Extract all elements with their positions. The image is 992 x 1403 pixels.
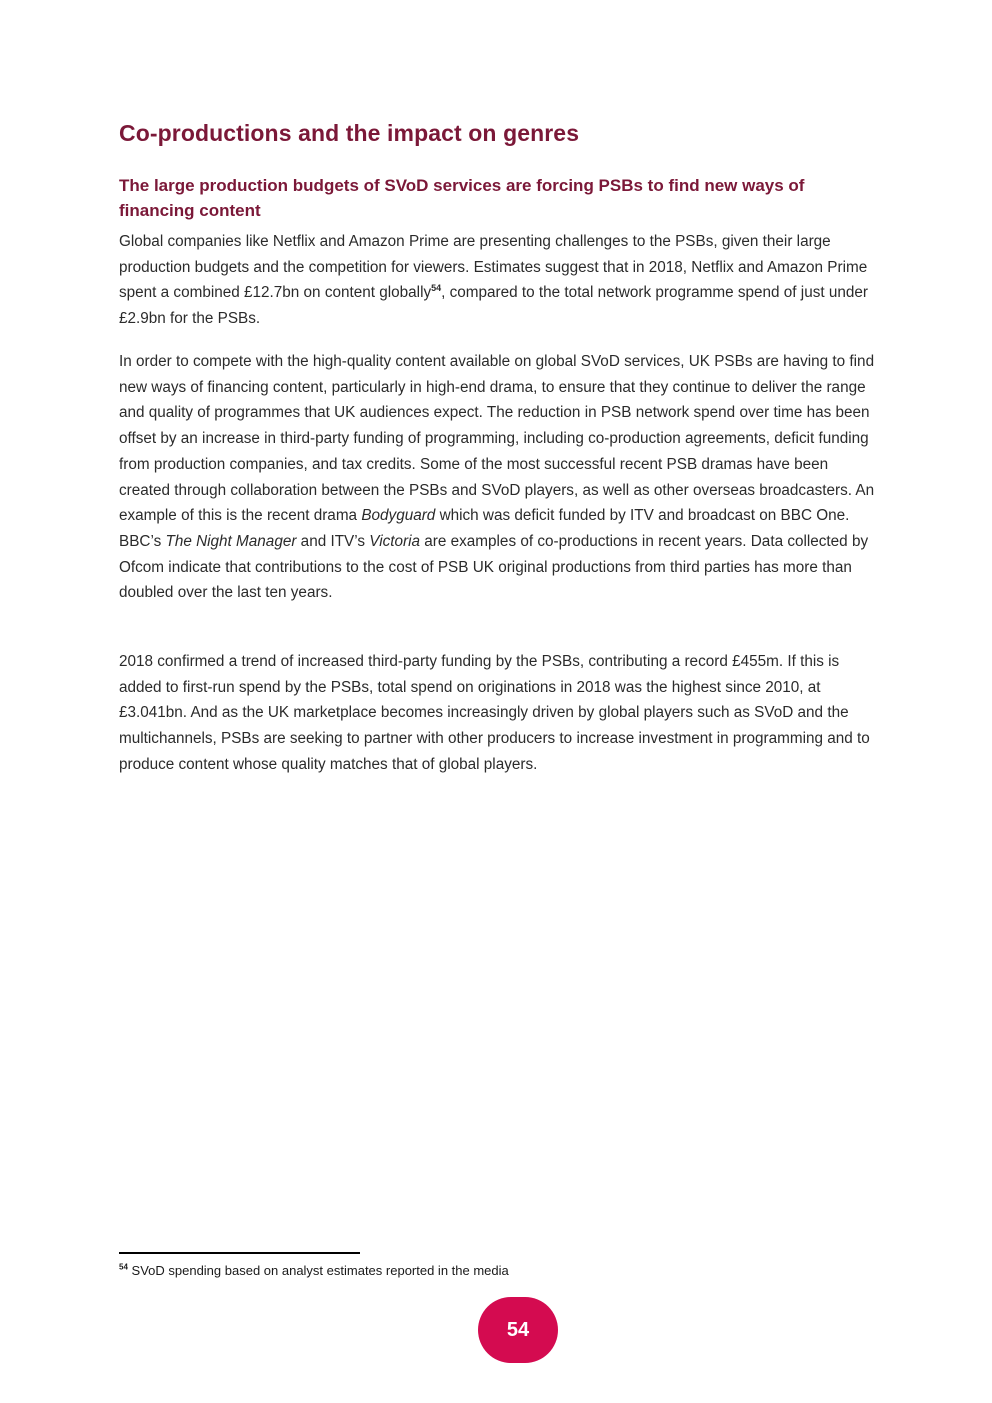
programme-title-bodyguard: Bodyguard (361, 507, 436, 525)
paragraph-2-text-c: and ITV’s (296, 532, 370, 550)
programme-title-night-manager: The Night Manager (165, 532, 297, 550)
footnote-text: SVoD spending based on analyst estimates reported in the media (127, 1263, 509, 1278)
page-number-badge: 54 (478, 1297, 558, 1363)
footnote-divider (119, 1252, 360, 1254)
paragraph-2-text-b: which was deficit funded by ITV and broadcast on BBC One. BBC’s (119, 507, 850, 550)
section-title: Co-productions and the impact on genres (119, 120, 580, 146)
paragraph-2-text-a: In order to compete with the high-quality content available on global SVoD services, UK PSBs are having to find new ways of financing content, particularly in high-end drama, to ensure that they continue to deliver the range and quality of programmes that UK audiences expect. The reduction in PSB network spend over time has been offset by an increase in third-party funding of programming, including co-production agreements, deficit funding from production companies, and tax credits. Some of the most successful recent PSB dramas have been created through collaboration between the PSBs and SVoD players, as well as other overseas broadcasters. An example of this is the recent drama (119, 353, 875, 525)
paragraph-2 (119, 349, 879, 606)
footnote-number: 54 (119, 1262, 128, 1272)
paragraph-1 (119, 229, 879, 332)
subheading: The large production budgets of SVoD services are forcing PSBs to find new ways of financing content (119, 176, 805, 220)
programme-title-victoria: Victoria (369, 532, 421, 550)
footnote-ref[interactable]: 54 (431, 283, 442, 294)
paragraph-3: 2018 confirmed a trend of increased third-party funding by the PSBs, contributing a record £455m. If this is added to first-run spend by the PSBs, total spend on originations in 2018 was the highest since 2010, at £3.041bn. And as the UK marketplace becomes increasingly driven by global players such as SVoD and the multichannels, PSBs are seeking to partner with other producers to increase investment in programming and to produce content whose quality matches that of global players. (119, 653, 870, 773)
footnote (119, 1263, 509, 1278)
paragraph-1-text-cont: , compared to the total network programme spend of just under £2.9bn for the PSBs. (119, 284, 868, 328)
paragraph-2-text-d: are examples of co-productions in recent years. Data collected by Ofcom indicate that contributions to the cost of PSB UK original productions from third parties has more than doubled over the last ten years. (119, 532, 869, 602)
paragraph-1-text: Global companies like Netflix and Amazon Prime are presenting challenges to the PSBs, given their large production budgets and the competition for viewers. Estimates suggest that in 2018, Netflix and Amazon Prime spent a combined £12.7bn on content globally (119, 233, 868, 302)
